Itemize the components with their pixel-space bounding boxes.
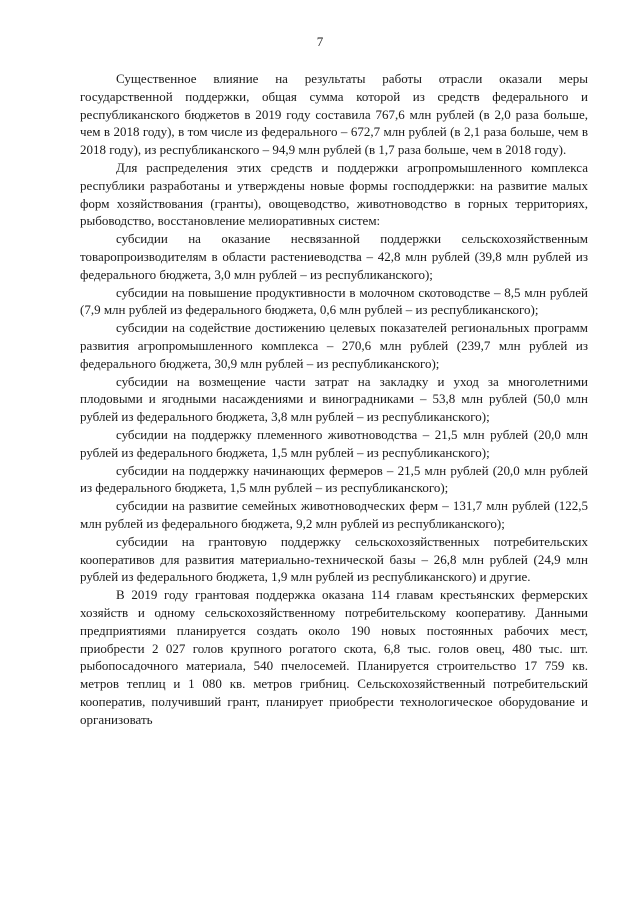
paragraph-subsidy-cooperatives: субсидии на грантовую поддержку сельскохозяйственных потребительских кооперативов для развития материально-технической базы – 26,8 млн рублей (24,9 млн рублей из федерального бюджета, 1,9 млн рублей из республиканского) и другие. [80,533,588,585]
paragraph-subsidy-breeding: субсидии на поддержку племенного животноводства – 21,5 млн рублей (20,0 млн рублей из федерального бюджета, 1,5 млн рублей – из республиканского); [80,426,588,460]
paragraph-grant-results-2019: В 2019 году грантовая поддержка оказана 114 главам крестьянских фермерских хозяйств и одному сельскохозяйственному потребительскому кооперативу. Данными предприятиями планируется создать около 190 новых постоянных рабочих мест, приобрести 2 027 голов крупного рогатого скота, 6,8 тыс. голов овец, 480 тыс. шт. рыбопосадочного материала, 540 пчелосемей. Планируется строительство 17 759 кв. метров теплиц и 1 080 кв. метров грибниц. Сельскохозяйственный потребительский кооператив, получивший грант, планирует приобрести технологическое оборудование и организовать [80,587,588,727]
paragraph-subsidy-family-farms: субсидии на развитие семейных животноводческих ферм – 131,7 млн рублей (122,5 млн рублей из федерального бюджета, 9,2 млн рублей из республиканского); [80,498,588,531]
paragraph-state-support: Существенное влияние на результаты работы отрасли оказали меры государственной поддержки, общая сумма которой из средств федерального и республиканского бюджетов в 2019 году составила 767,6 млн рублей (в 2,0 раза больше, чем в 2018 году), в том числе из федерального – 672,7 млн рублей (в 2,1 раза больше, чем в 2018 году), из республиканского – 94,9 млн рублей (в 1,7 раза больше, чем в 2018 году). [80,71,588,158]
paragraph-subsidy-dairy: субсидии на повышение продуктивности в молочном скотоводстве – 8,5 млн рублей (7,9 млн рублей из федерального бюджета, 0,6 млн рублей – из республиканского); [80,284,588,318]
paragraph-subsidy-regional-programs: субсидии на содействие достижению целевых показателей региональных программ развития агропромышленного комплекса – 270,6 млн рублей (239,7 млн рублей из федерального бюджета, 30,9 млн рублей – из республиканского); [80,320,588,371]
paragraph-subsidy-crop-production: субсидии на оказание несвязанной поддержки сельскохозяйственным товаропроизводителям в области растениеводства – 42,8 млн рублей (39,8 млн рублей из федерального бюджета, 3,0 млн рублей – из республиканского); [80,231,588,282]
document-body [80,70,588,728]
paragraph-subsidy-orchards: субсидии на возмещение части затрат на закладку и уход за многолетними плодовыми и ягодными насаждениями и виноградниками – 53,8 млн рублей (50,0 млн рублей из федерального бюджета, 3,8 млн рублей – из республиканского); [80,373,588,425]
page-number: 7 [316,34,324,49]
paragraph-new-support-forms: Для распределения этих средств и поддержки агропромышленного комплекса республики разработаны и утверждены новые формы господдержки: на развитие малых форм хозяйствования (гранты), овощеводство, животноводство в горных территориях, рыбоводство, восстановление мелиоративных систем: [80,159,588,229]
paragraph-subsidy-new-farmers: субсидии на поддержку начинающих фермеров – 21,5 млн рублей (20,0 млн рублей из федерального бюджета, 1,5 млн рублей – из республиканского); [80,462,588,496]
